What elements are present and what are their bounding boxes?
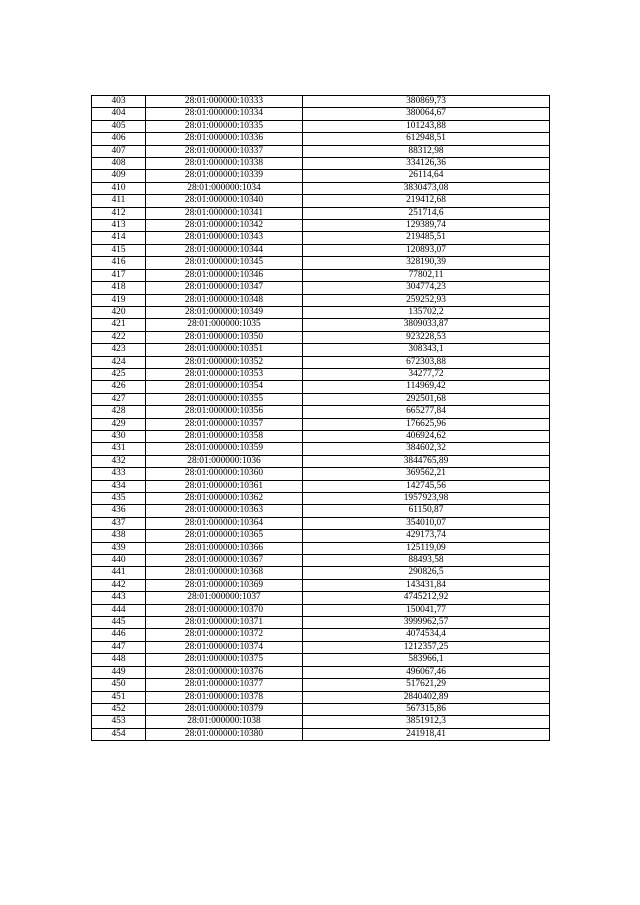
table-row: [92, 195, 550, 207]
row-number-cell: 419: [92, 294, 146, 306]
row-number-cell: 451: [92, 691, 146, 703]
cadastral-number-cell: 28:01:000000:10372: [146, 629, 303, 641]
row-number-cell: 406: [92, 133, 146, 145]
table-row: [92, 629, 550, 641]
table-row: [92, 493, 550, 505]
cadastral-value-cell: 101243,88: [303, 120, 550, 132]
cadastral-number-cell: 28:01:000000:10374: [146, 641, 303, 653]
table-row: [92, 158, 550, 170]
table-row: [92, 145, 550, 157]
cadastral-number-cell: 28:01:000000:10379: [146, 703, 303, 715]
row-number-cell: 432: [92, 455, 146, 467]
table-row: [92, 617, 550, 629]
row-number-cell: 449: [92, 666, 146, 678]
cadastral-number-cell: 28:01:000000:10368: [146, 567, 303, 579]
cadastral-value-cell: 142745,56: [303, 480, 550, 492]
cadastral-number-cell: 28:01:000000:10341: [146, 207, 303, 219]
row-number-cell: 403: [92, 96, 146, 108]
cadastral-value-cell: 1212357,25: [303, 641, 550, 653]
cadastral-value-cell: 380064,67: [303, 108, 550, 120]
row-number-cell: 446: [92, 629, 146, 641]
cadastral-number-cell: 28:01:000000:10371: [146, 617, 303, 629]
cadastral-value-cell: 88312,98: [303, 145, 550, 157]
row-number-cell: 416: [92, 257, 146, 269]
cadastral-value-cell: 308343,1: [303, 344, 550, 356]
table-row: [92, 443, 550, 455]
cadastral-number-cell: 28:01:000000:10375: [146, 654, 303, 666]
cadastral-value-cell: 334126,36: [303, 158, 550, 170]
table-row: [92, 505, 550, 517]
cadastral-value-cell: 665277,84: [303, 406, 550, 418]
table-row: [92, 592, 550, 604]
table-row: [92, 703, 550, 715]
cadastral-value-cell: 517621,29: [303, 679, 550, 691]
cadastral-number-cell: 28:01:000000:10370: [146, 604, 303, 616]
table-row: [92, 604, 550, 616]
row-number-cell: 412: [92, 207, 146, 219]
cadastral-value-cell: 1957923,98: [303, 493, 550, 505]
cadastral-value-cell: 923228,53: [303, 331, 550, 343]
row-number-cell: 405: [92, 120, 146, 132]
row-number-cell: 452: [92, 703, 146, 715]
table-row: [92, 96, 550, 108]
cadastral-value-cell: 2840402,89: [303, 691, 550, 703]
table-row: [92, 133, 550, 145]
table-row: [92, 679, 550, 691]
row-number-cell: 413: [92, 220, 146, 232]
row-number-cell: 410: [92, 182, 146, 194]
row-number-cell: 415: [92, 244, 146, 256]
cadastral-number-cell: 28:01:000000:1036: [146, 455, 303, 467]
cadastral-value-cell: 241918,41: [303, 728, 550, 740]
cadastral-number-cell: 28:01:000000:10353: [146, 368, 303, 380]
table-row: [92, 294, 550, 306]
cadastral-value-cell: 135702,2: [303, 306, 550, 318]
table-row: [92, 393, 550, 405]
table-body: [92, 96, 550, 741]
cadastral-value-cell: 150041,77: [303, 604, 550, 616]
cadastral-value-cell: 88493,58: [303, 555, 550, 567]
cadastral-value-cell: 129389,74: [303, 220, 550, 232]
table-row: [92, 728, 550, 740]
table-row: [92, 430, 550, 442]
table-row: [92, 381, 550, 393]
row-number-cell: 433: [92, 468, 146, 480]
row-number-cell: 428: [92, 406, 146, 418]
table-row: [92, 530, 550, 542]
cadastral-value-cell: 384602,32: [303, 443, 550, 455]
table-row: [92, 579, 550, 591]
cadastral-value-cell: 380869,73: [303, 96, 550, 108]
cadastral-number-cell: 28:01:000000:10356: [146, 406, 303, 418]
cadastral-number-cell: 28:01:000000:10350: [146, 331, 303, 343]
table-row: [92, 220, 550, 232]
row-number-cell: 437: [92, 517, 146, 529]
row-number-cell: 429: [92, 418, 146, 430]
table-row: [92, 306, 550, 318]
row-number-cell: 440: [92, 555, 146, 567]
row-number-cell: 421: [92, 319, 146, 331]
row-number-cell: 422: [92, 331, 146, 343]
cadastral-number-cell: 28:01:000000:10339: [146, 170, 303, 182]
row-number-cell: 424: [92, 356, 146, 368]
cadastral-number-cell: 28:01:000000:10380: [146, 728, 303, 740]
cadastral-number-cell: 28:01:000000:10361: [146, 480, 303, 492]
table-row: [92, 716, 550, 728]
table-row: [92, 344, 550, 356]
row-number-cell: 404: [92, 108, 146, 120]
cadastral-value-cell: 567315,86: [303, 703, 550, 715]
cadastral-number-cell: 28:01:000000:10354: [146, 381, 303, 393]
row-number-cell: 453: [92, 716, 146, 728]
row-number-cell: 439: [92, 542, 146, 554]
row-number-cell: 430: [92, 430, 146, 442]
cadastral-number-cell: 28:01:000000:10366: [146, 542, 303, 554]
table-row: [92, 244, 550, 256]
row-number-cell: 408: [92, 158, 146, 170]
cadastral-value-cell: 259252,93: [303, 294, 550, 306]
row-number-cell: 407: [92, 145, 146, 157]
row-number-cell: 425: [92, 368, 146, 380]
cadastral-number-cell: 28:01:000000:10363: [146, 505, 303, 517]
table-row: [92, 666, 550, 678]
table-row: [92, 406, 550, 418]
cadastral-value-cell: 406924,62: [303, 430, 550, 442]
row-number-cell: 448: [92, 654, 146, 666]
row-number-cell: 420: [92, 306, 146, 318]
cadastral-number-cell: 28:01:000000:10343: [146, 232, 303, 244]
cadastral-number-cell: 28:01:000000:10347: [146, 282, 303, 294]
cadastral-value-cell: 120893,07: [303, 244, 550, 256]
cadastral-number-cell: 28:01:000000:10342: [146, 220, 303, 232]
table-row: [92, 555, 550, 567]
row-number-cell: 414: [92, 232, 146, 244]
table-row: [92, 691, 550, 703]
cadastral-number-cell: 28:01:000000:10364: [146, 517, 303, 529]
cadastral-number-cell: 28:01:000000:10362: [146, 493, 303, 505]
row-number-cell: 443: [92, 592, 146, 604]
cadastral-value-cell: 26114,64: [303, 170, 550, 182]
table-row: [92, 418, 550, 430]
table-row: [92, 480, 550, 492]
cadastral-value-cell: 61150,87: [303, 505, 550, 517]
cadastral-number-cell: 28:01:000000:10334: [146, 108, 303, 120]
row-number-cell: 409: [92, 170, 146, 182]
cadastral-number-cell: 28:01:000000:10337: [146, 145, 303, 157]
table-row: [92, 356, 550, 368]
row-number-cell: 417: [92, 269, 146, 281]
row-number-cell: 442: [92, 579, 146, 591]
cadastral-number-cell: 28:01:000000:10335: [146, 120, 303, 132]
row-number-cell: 434: [92, 480, 146, 492]
cadastral-number-cell: 28:01:000000:10367: [146, 555, 303, 567]
cadastral-number-cell: 28:01:000000:10333: [146, 96, 303, 108]
cadastral-value-cell: 219412,68: [303, 195, 550, 207]
table-row: [92, 641, 550, 653]
row-number-cell: 445: [92, 617, 146, 629]
cadastral-value-cell: 143431,84: [303, 579, 550, 591]
cadastral-value-cell: 292501,68: [303, 393, 550, 405]
cadastral-value-cell: 290826,5: [303, 567, 550, 579]
table-row: [92, 170, 550, 182]
row-number-cell: 431: [92, 443, 146, 455]
cadastral-number-cell: 28:01:000000:10344: [146, 244, 303, 256]
cadastral-number-cell: 28:01:000000:10365: [146, 530, 303, 542]
table-row: [92, 319, 550, 331]
row-number-cell: 450: [92, 679, 146, 691]
table-row: [92, 368, 550, 380]
cadastral-value-cell: 3809033,87: [303, 319, 550, 331]
cadastral-value-cell: 354010,07: [303, 517, 550, 529]
cadastral-number-cell: 28:01:000000:10349: [146, 306, 303, 318]
row-number-cell: 438: [92, 530, 146, 542]
cadastral-number-cell: 28:01:000000:10340: [146, 195, 303, 207]
table-row: [92, 182, 550, 194]
row-number-cell: 427: [92, 393, 146, 405]
row-number-cell: 418: [92, 282, 146, 294]
cadastral-number-cell: 28:01:000000:10359: [146, 443, 303, 455]
cadastral-number-cell: 28:01:000000:10355: [146, 393, 303, 405]
table-row: [92, 269, 550, 281]
row-number-cell: 454: [92, 728, 146, 740]
table-row: [92, 120, 550, 132]
cadastral-number-cell: 28:01:000000:10351: [146, 344, 303, 356]
table-row: [92, 331, 550, 343]
cadastral-number-cell: 28:01:000000:10360: [146, 468, 303, 480]
cadastral-number-cell: 28:01:000000:1035: [146, 319, 303, 331]
table-row: [92, 232, 550, 244]
cadastral-value-cell: 328190,39: [303, 257, 550, 269]
cadastral-value-cell: 3851912,3: [303, 716, 550, 728]
table-row: [92, 257, 550, 269]
cadastral-value-cell: 304774,23: [303, 282, 550, 294]
row-number-cell: 441: [92, 567, 146, 579]
cadastral-value-cell: 34277,72: [303, 368, 550, 380]
table-row: [92, 468, 550, 480]
cadastral-value-table: [91, 95, 550, 741]
table-row: [92, 207, 550, 219]
cadastral-value-cell: 4745212,92: [303, 592, 550, 604]
cadastral-number-cell: 28:01:000000:10336: [146, 133, 303, 145]
cadastral-value-cell: 114969,42: [303, 381, 550, 393]
row-number-cell: 436: [92, 505, 146, 517]
row-number-cell: 444: [92, 604, 146, 616]
row-number-cell: 435: [92, 493, 146, 505]
cadastral-value-cell: 3844765,89: [303, 455, 550, 467]
row-number-cell: 426: [92, 381, 146, 393]
table-row: [92, 654, 550, 666]
cadastral-number-cell: 28:01:000000:1034: [146, 182, 303, 194]
table-row: [92, 517, 550, 529]
cadastral-value-cell: 496067,46: [303, 666, 550, 678]
table-row: [92, 542, 550, 554]
row-number-cell: 423: [92, 344, 146, 356]
cadastral-value-cell: 583966,1: [303, 654, 550, 666]
cadastral-number-cell: 28:01:000000:10369: [146, 579, 303, 591]
cadastral-number-cell: 28:01:000000:10338: [146, 158, 303, 170]
cadastral-number-cell: 28:01:000000:10376: [146, 666, 303, 678]
cadastral-value-cell: 612948,51: [303, 133, 550, 145]
cadastral-number-cell: 28:01:000000:10346: [146, 269, 303, 281]
table-row: [92, 455, 550, 467]
cadastral-number-cell: 28:01:000000:10378: [146, 691, 303, 703]
cadastral-value-cell: 369562,21: [303, 468, 550, 480]
cadastral-value-cell: 3999962,57: [303, 617, 550, 629]
table-row: [92, 567, 550, 579]
cadastral-number-cell: 28:01:000000:10377: [146, 679, 303, 691]
cadastral-value-cell: 4074534,4: [303, 629, 550, 641]
row-number-cell: 447: [92, 641, 146, 653]
cadastral-value-cell: 176625,96: [303, 418, 550, 430]
row-number-cell: 411: [92, 195, 146, 207]
cadastral-value-cell: 429173,74: [303, 530, 550, 542]
table-row: [92, 282, 550, 294]
cadastral-value-cell: 125119,09: [303, 542, 550, 554]
cadastral-value-cell: 219485,51: [303, 232, 550, 244]
cadastral-number-cell: 28:01:000000:10357: [146, 418, 303, 430]
cadastral-number-cell: 28:01:000000:10358: [146, 430, 303, 442]
cadastral-value-cell: 251714,6: [303, 207, 550, 219]
cadastral-value-cell: 3830473,08: [303, 182, 550, 194]
table-row: [92, 108, 550, 120]
cadastral-number-cell: 28:01:000000:1037: [146, 592, 303, 604]
cadastral-number-cell: 28:01:000000:10348: [146, 294, 303, 306]
cadastral-number-cell: 28:01:000000:10352: [146, 356, 303, 368]
cadastral-number-cell: 28:01:000000:10345: [146, 257, 303, 269]
cadastral-value-cell: 77802,11: [303, 269, 550, 281]
cadastral-number-cell: 28:01:000000:1038: [146, 716, 303, 728]
cadastral-value-cell: 672303,88: [303, 356, 550, 368]
